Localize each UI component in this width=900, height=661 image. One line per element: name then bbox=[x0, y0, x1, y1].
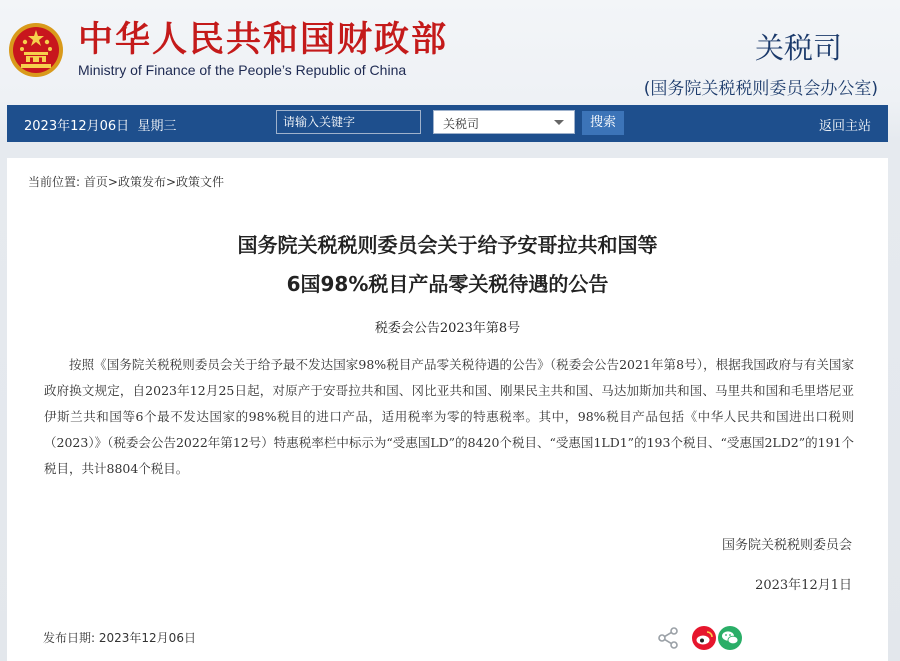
document-number: 税委会公告2023年第8号 bbox=[374, 321, 521, 336]
publish-date bbox=[43, 629, 196, 646]
chevron-down-icon bbox=[554, 120, 564, 125]
top-nav-bar bbox=[7, 105, 888, 142]
signature: 国务院关税税则委员会 bbox=[721, 538, 852, 553]
department-subtitle: (国务院关税税则委员会办公室) bbox=[643, 79, 878, 99]
site-title-cn: 中华人民共和国财政部 bbox=[78, 20, 449, 60]
department-select[interactable] bbox=[433, 110, 575, 134]
breadcrumb-item-policy-release[interactable]: 政策发布 bbox=[117, 175, 166, 189]
publish-date-value: 2023年12月06日 bbox=[98, 631, 196, 645]
department-name: 关税司 bbox=[754, 31, 842, 65]
breadcrumb-item-home[interactable]: 首页 bbox=[83, 175, 108, 189]
search-input[interactable] bbox=[276, 110, 421, 134]
article-title-line2: 6国98%税目产品零关税待遇的公告 bbox=[286, 272, 609, 296]
weekday-text: 星期三 bbox=[137, 119, 177, 134]
return-home-link[interactable]: 返回主站 bbox=[818, 119, 871, 134]
site-header bbox=[0, 0, 900, 104]
date-text: 2023年12月06日 bbox=[24, 119, 130, 134]
content-panel bbox=[7, 158, 888, 661]
current-date bbox=[24, 115, 176, 134]
site-title-en: Ministry of Finance of the People’s Republic of China bbox=[78, 62, 407, 78]
article-body: 按照《国务院关税税则委员会关于给予最不发达国家98%税目产品零关税待遇的公告》（税委会公告2021年第8号），根据我国政府与有关国家政府换文规定，自2023年12月25日起，对原产于安哥拉共和国、冈比亚共和国、刚果民主共和国、马达加斯加共和国、马里共和国和毛里塔尼亚伊斯兰共和国等6个最不发达国家的98%税目的进口产品，适用税率为零的特惠税率。其中，98%税目产品包括《中华人民共和国进出口税则（2023）》（税委会公告2022年第12号）特惠税率栏中标示为“受惠国LD”的8420个税目、“受惠国1LD1”的193个税目、“受惠国2LD2”的191个税目，共计8804个税目。 bbox=[44, 357, 854, 476]
national-emblem-icon bbox=[8, 22, 64, 78]
publish-date-label: 发布日期: bbox=[43, 631, 96, 645]
breadcrumb-separator: > bbox=[165, 175, 177, 189]
breadcrumb-item-policy-documents[interactable]: 政策文件 bbox=[176, 175, 225, 189]
weibo-icon[interactable] bbox=[691, 625, 717, 651]
breadcrumb-separator: > bbox=[107, 175, 118, 189]
article-title-line1: 国务院关税税则委员会关于给予安哥拉共和国等 bbox=[237, 233, 658, 257]
select-value: 关税司 bbox=[443, 117, 480, 131]
search-button[interactable]: 搜索 bbox=[582, 111, 624, 135]
share-icon[interactable] bbox=[655, 625, 681, 651]
wechat-icon[interactable] bbox=[717, 625, 743, 651]
signature-date: 2023年12月1日 bbox=[755, 578, 852, 593]
breadcrumb-prefix: 当前位置: bbox=[28, 175, 81, 189]
breadcrumb bbox=[28, 173, 224, 190]
